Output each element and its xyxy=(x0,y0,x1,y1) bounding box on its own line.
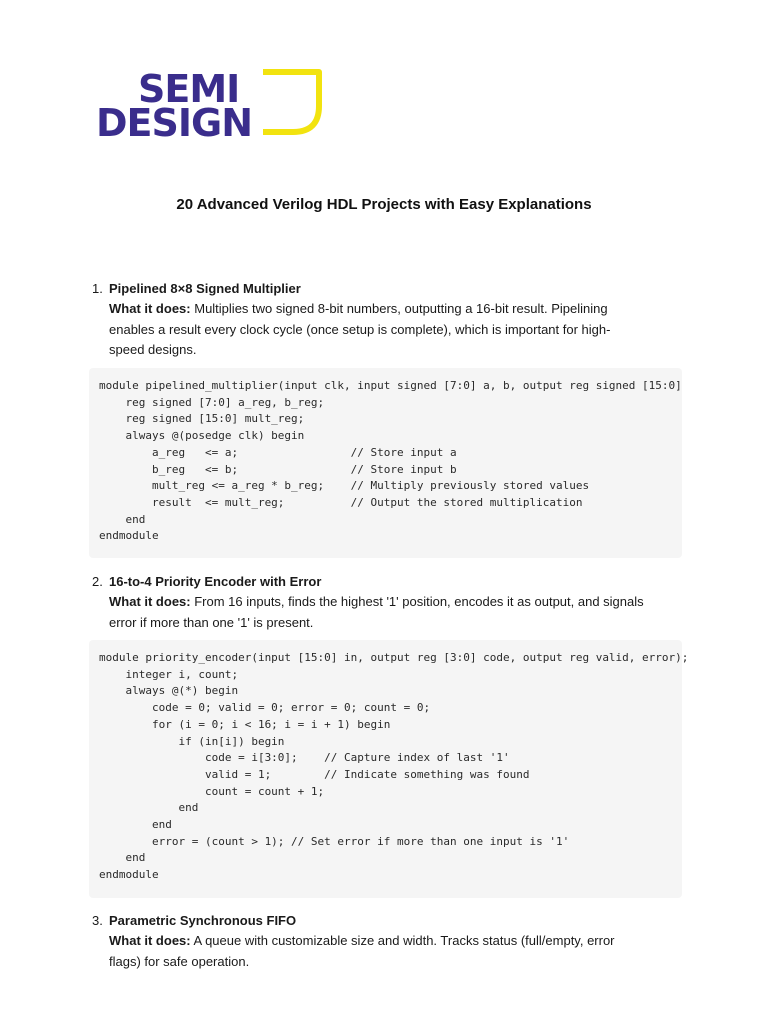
code-line: reg signed [7:0] a_reg, b_reg; xyxy=(99,395,325,409)
project-heading xyxy=(92,572,682,592)
logo-line-semi: SEMI xyxy=(138,67,240,111)
code-line: for (i = 0; i < 16; i = i + 1) begin xyxy=(99,717,391,731)
description-text: From 16 inputs, finds the highest '1' position, encodes it as output, and signals xyxy=(194,594,644,609)
description-text: enables a result every clock cycle (once setup is complete), which is important for high- xyxy=(109,321,611,337)
description-label: What it does: xyxy=(109,594,191,609)
project-name: Pipelined 8×8 Signed Multiplier xyxy=(109,281,301,296)
code-line: if (in[i]) begin xyxy=(99,734,285,748)
code-line: always @(posedge clk) begin xyxy=(99,429,305,443)
project-number: 2. xyxy=(92,574,103,589)
project-number: 3. xyxy=(92,913,103,928)
code-line: reg signed [15:0] mult_reg; xyxy=(99,412,305,426)
code-line: valid = 1; // Indicate something was found xyxy=(99,767,530,781)
code-line: endmodule xyxy=(99,868,159,882)
project-description xyxy=(109,931,682,972)
code-line: module priority_encoder(input [15:0] in, output reg [3:0] code, output reg valid, error); xyxy=(99,651,689,664)
project-description xyxy=(109,592,682,633)
logo-d-mark-icon xyxy=(258,68,324,136)
document-title: 20 Advanced Verilog HDL Projects with Easy Explanations xyxy=(176,196,592,213)
description-label: What it does: xyxy=(109,933,191,948)
code-line: end xyxy=(99,512,146,526)
code-block-1 xyxy=(89,368,682,558)
code-line: code = 0; valid = 0; error = 0; count = 0; xyxy=(99,701,431,715)
project-description xyxy=(109,299,682,361)
code-line: always @(*) begin xyxy=(99,684,239,698)
project-name: 16-to-4 Priority Encoder with Error xyxy=(109,574,322,589)
description-text: flags) for safe operation. xyxy=(109,953,250,969)
project-name: Parametric Synchronous FIFO xyxy=(109,913,297,928)
code-line: end xyxy=(99,801,199,815)
description-text: speed designs. xyxy=(109,342,197,357)
code-line: integer i, count; xyxy=(99,667,239,681)
code-line: endmodule xyxy=(99,529,159,543)
project-section-3 xyxy=(92,911,682,972)
code-line: result <= mult_reg; // Output the stored multiplication xyxy=(99,495,583,509)
project-heading xyxy=(92,911,682,931)
description-label: What it does: xyxy=(109,301,191,316)
code-line: end xyxy=(99,818,172,832)
code-line: code = i[3:0]; // Capture index of last '1' xyxy=(99,751,510,765)
code-line: b_reg <= b; // Store input b xyxy=(99,462,457,476)
description-text: error if more than one '1' is present. xyxy=(109,614,314,630)
code-block-2 xyxy=(89,640,689,898)
code-line: error = (count > 1); // Set error if more than one input is '1' xyxy=(99,834,570,848)
description-text: A queue with customizable size and width. Tracks status (full/empty, error xyxy=(193,933,615,948)
project-heading xyxy=(92,279,682,299)
project-number: 1. xyxy=(92,281,103,296)
code-line: mult_reg <= a_reg * b_reg; // Multiply previously stored values xyxy=(99,479,590,493)
logo-line-design: DESIGN xyxy=(96,101,253,145)
code-line: module pipelined_multiplier(input clk, input signed [7:0] a, b, output reg signed [15:0] xyxy=(99,379,682,392)
code-line: end xyxy=(99,851,146,865)
description-text: Multiplies two signed 8-bit numbers, outputting a 16-bit result. Pipelining xyxy=(194,301,608,316)
project-section-1 xyxy=(92,279,682,361)
code-line: count = count + 1; xyxy=(99,784,325,798)
code-line: a_reg <= a; // Store input a xyxy=(99,445,457,459)
semi-design-logo xyxy=(96,67,328,145)
project-section-2 xyxy=(92,572,682,633)
